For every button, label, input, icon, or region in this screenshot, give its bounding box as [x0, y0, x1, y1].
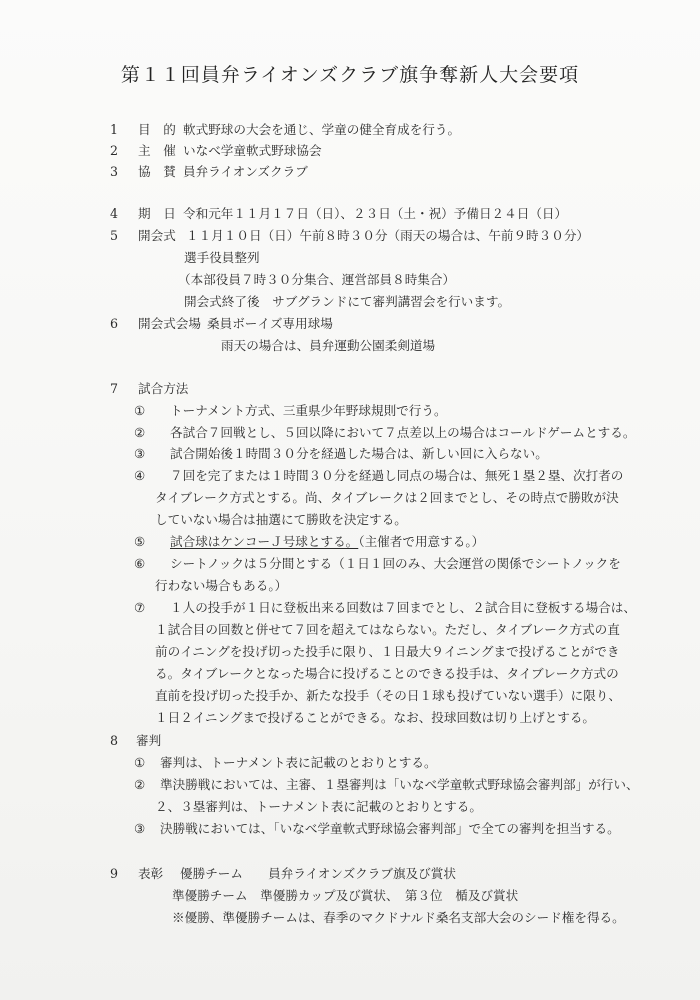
s7-item-7-line-2: １試合目の回数と併せて７回を超えてはならない。ただし、タイブレーク方式の直 [155, 622, 620, 637]
section-4-label: 期 日 [138, 206, 176, 221]
section-8-label: 審判 [136, 733, 162, 748]
section-3-text: 員弁ライオンズクラブ [183, 164, 308, 179]
section-5-line-2: 選手役員整列 [184, 250, 260, 265]
section-1-label: 目 的 [138, 122, 176, 137]
section-6-label: 開会式会場 [138, 316, 201, 331]
section-2-text: いなべ学童軟式野球協会 [183, 143, 322, 158]
section-9-line-2: 準優勝チーム 準優勝カップ及び賞状、 第３位 楯及び賞状 [172, 888, 519, 903]
section-5-number: 5 [110, 228, 119, 243]
s7-item-5-underlined: 試合球はケンコーＪ号球とする。 [170, 534, 359, 549]
section-6-number: 6 [110, 316, 119, 331]
s7-item-4-line-1: ７回を完了または１時間３０分を経過し同点の場合は、無死１塁２塁、次打者の [170, 468, 624, 483]
s7-item-5-mark: ⑤ [134, 534, 146, 549]
s8-item-1-mark: ① [134, 755, 146, 770]
s7-item-4-mark: ④ [134, 468, 146, 483]
section-1-number: 1 [110, 122, 119, 137]
section-8-number: 8 [110, 733, 119, 748]
section-1-text: 軟式野球の大会を通じ、学童の健全育成を行う。 [183, 122, 461, 137]
s8-item-3-text: 決勝戦においては、「いなべ学童軟式野球協会審判部」で全ての審判を担当する。 [160, 821, 620, 836]
section-5-text: １１月１０日（日）午前８時３０分（雨天の場合は、午前９時３０分） [186, 228, 589, 243]
s8-item-3-mark: ③ [134, 821, 146, 836]
s8-item-2-line-2: ２、３塁審判は、トーナメント表に記載のとおりとする。 [155, 799, 482, 814]
section-9-line-3: ※優勝、準優勝チームは、春季のマクドナルド桑名支部大会のシード権を得る。 [172, 910, 625, 925]
s8-item-2-line-1: 準決勝戦においては、主審、１塁審判は「いなべ学童軟式野球協会審判部」が行い、 [160, 777, 639, 792]
section-6-text: 桑員ボーイズ専用球場 [207, 316, 333, 331]
section-9-label: 表彰 [138, 866, 164, 881]
s7-item-7-line-6: １日２イニングまで投げることができる。なお、投球回数は切り上げとする。 [155, 710, 596, 725]
section-5-line-3: （本部役員７時３０分集合、運営部員８時集合） [178, 272, 456, 287]
s7-item-7-line-1: １人の投手が１日に登板出来る回数は７回までとし、２試合目に登板する場合は、 [170, 600, 636, 615]
s7-item-3-text: 試合開始後１時間３０分を経過した場合は、新しい回に入らない。 [170, 446, 548, 461]
section-7-label: 試合方法 [138, 381, 189, 396]
s8-item-1-text: 審判は、トーナメント表に記載のとおりとする。 [160, 755, 437, 770]
section-3-label: 協 賛 [138, 164, 176, 179]
s7-item-1-mark: ① [134, 403, 146, 418]
section-5-label: 開会式 [138, 228, 176, 243]
s7-item-3-mark: ③ [134, 446, 146, 461]
section-5-line-4: 開会式終了後 サブグランドにて審判講習会を行います。 [184, 294, 511, 309]
s7-item-1-text: トーナメント方式、三重県少年野球規則で行う。 [170, 403, 447, 418]
s7-item-5-note: （主催者で用意する。） [358, 534, 485, 549]
s7-item-7-line-4: る。タイブレークとなった場合に投げることのできる投手は、タイブレーク方式の [155, 666, 619, 681]
section-6-line-2: 雨天の場合は、員弁運動公園柔剣道場 [221, 338, 436, 353]
s7-item-6-line-1: シートノックは５分間とする（１日１回のみ、大会運営の関係でシートノックを [170, 556, 621, 571]
section-9-line-1: 優勝チーム 員弁ライオンズクラブ旗及び賞状 [180, 866, 456, 881]
section-3-number: 3 [110, 164, 119, 179]
section-7-number: 7 [110, 381, 119, 396]
s7-item-4-line-3: していない場合は抽選にて勝敗を決定する。 [155, 512, 407, 527]
s7-item-4-line-2: タイブレーク方式とする。尚、タイブレークは２回までとし、その時点で勝敗が決 [155, 490, 619, 505]
s7-item-5-text [170, 534, 484, 550]
page-title: 第１１回員弁ライオンズクラブ旗争奪新人大会要項 [120, 64, 580, 86]
s7-item-6-mark: ⑥ [134, 556, 146, 571]
s7-item-7-line-5: 直前を投げ切った投手か、新たな投手（その日１球も投げていない選手）に限り、 [155, 688, 621, 703]
section-4-number: 4 [110, 206, 119, 221]
section-2-label: 主 催 [138, 143, 176, 158]
s7-item-2-text: 各試合７回戦とし、５回以降において７点差以上の場合はコールドゲームとする。 [170, 425, 636, 440]
section-2-number: 2 [110, 143, 119, 158]
section-4-text: 令和元年１１月１７日（日）、２３日（土・祝）予備日２４日（日） [183, 206, 568, 221]
s8-item-2-mark: ② [134, 777, 146, 792]
s7-item-7-mark: ⑦ [134, 600, 146, 615]
s7-item-7-line-3: 前のイニングを投げ切った投手に限り、１日最大９イニングまで投げることができ [155, 644, 620, 659]
section-9-number: 9 [110, 866, 119, 881]
s7-item-6-line-2: 行わない場合もある。） [155, 578, 288, 593]
s7-item-2-mark: ② [134, 425, 146, 440]
